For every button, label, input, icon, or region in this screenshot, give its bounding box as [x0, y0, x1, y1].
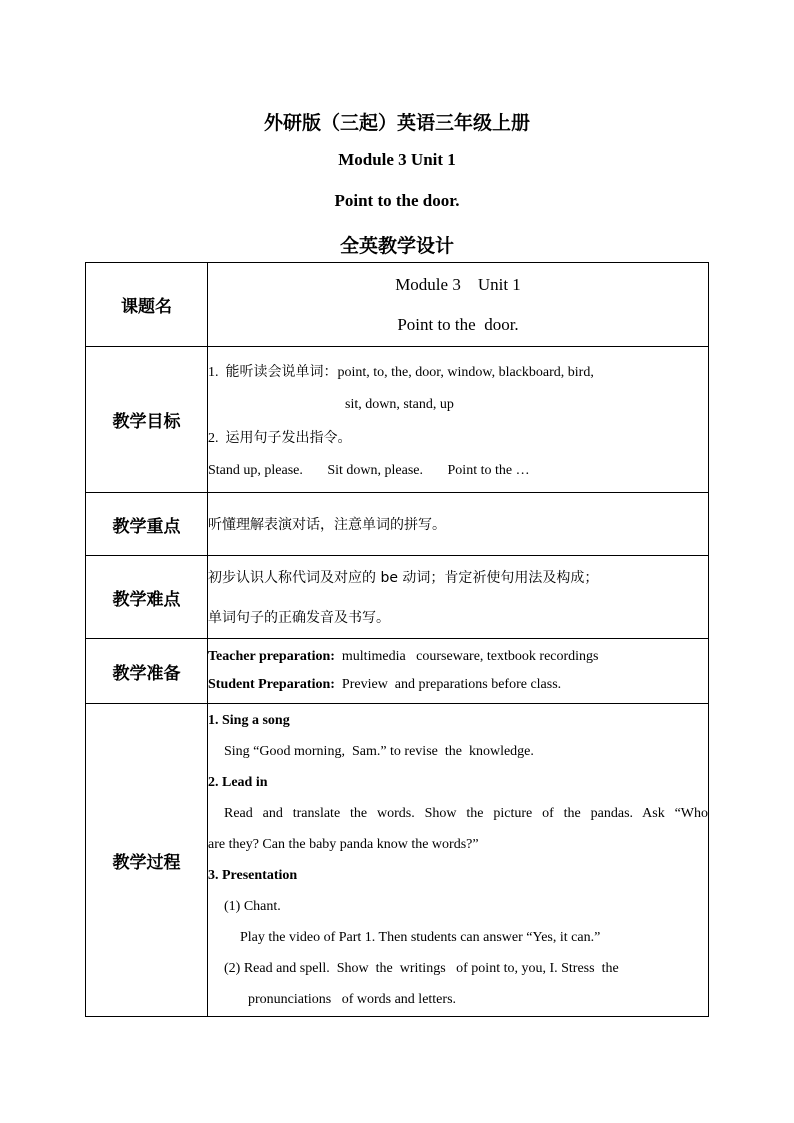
- topic-row: [86, 263, 709, 347]
- topic-line-1: Module 3 Unit 1: [395, 274, 521, 294]
- step-3-item-2-number: (2): [224, 961, 241, 976]
- teacher-preparation-label: Teacher preparation:: [208, 649, 335, 664]
- topic-label: 课题名: [86, 263, 208, 347]
- step-3-item-1: [208, 891, 708, 922]
- step-2-text-2: are they? Can the baby panda know the words?”: [208, 837, 479, 852]
- objective-1-number: 1.: [208, 364, 219, 380]
- objectives-label: 教学目标: [86, 347, 208, 493]
- step-1-title: 1. Sing a song: [208, 713, 290, 728]
- key-points-label: 教学重点: [86, 493, 208, 556]
- step-2-text-1: Read and translate the words. Show the picture of the pandas. Ask “Who: [224, 806, 708, 821]
- objective-2-sentences: Stand up, please. Sit down, please. Point to the …: [208, 462, 530, 478]
- preparation-content: [208, 639, 709, 704]
- objective-2: [208, 427, 708, 447]
- objective-1-words-2: sit, down, stand, up: [345, 396, 454, 412]
- document-title: 外研版（三起）英语三年级上册: [263, 112, 530, 134]
- teacher-preparation-text: multimedia courseware, textbook recordings: [341, 649, 599, 664]
- difficulties-line-2: 单词句子的正确发音及书写。: [208, 610, 390, 626]
- objectives-content: [208, 347, 709, 493]
- step-3-item-1-number: (1): [224, 899, 241, 914]
- step-3-item-1-text: Chant.: [243, 899, 281, 914]
- difficulties-row: [86, 556, 709, 639]
- preparation-row: [86, 639, 709, 704]
- key-points-text: 听懂理解表演对话，注意单词的拼写。: [208, 493, 709, 556]
- lesson-heading: Point to the door.: [334, 191, 460, 210]
- design-heading: 全英教学设计: [339, 235, 454, 257]
- key-points-row: [86, 493, 709, 556]
- objective-2-number: 2.: [208, 430, 219, 446]
- student-preparation-label: Student Preparation:: [208, 677, 335, 692]
- lesson-plan-table: [85, 262, 709, 1017]
- step-3-item-1-detail: Play the video of Part 1. Then students can answer “Yes, it can.”: [240, 930, 601, 945]
- process-label: 教学过程: [86, 704, 208, 1017]
- step-3-item-2-text-1: Read and spell. Show the writings of point to, you, I. Stress the: [243, 961, 619, 976]
- step-2-title: 2. Lead in: [208, 775, 268, 790]
- objective-2-label: 运用句子发出指令。: [225, 429, 352, 446]
- step-3-title: 3. Presentation: [208, 868, 298, 883]
- student-preparation-text: Preview and preparations before class.: [341, 677, 562, 692]
- objective-1-words: point, to, the, door, window, blackboard, bird,: [337, 364, 594, 380]
- teacher-preparation: [208, 649, 708, 665]
- difficulties-content: [208, 556, 709, 639]
- topic-line-2: Point to the door.: [397, 314, 519, 334]
- step-1-text: Sing “Good morning, Sam.” to revise the knowledge.: [224, 744, 534, 759]
- process-row: [86, 704, 709, 1017]
- step-3-item-2: [208, 953, 708, 984]
- difficulties-label: 教学难点: [86, 556, 208, 639]
- topic-content: [208, 263, 709, 347]
- student-preparation: [208, 677, 708, 693]
- process-content: [208, 704, 709, 1017]
- objective-1-label: 能听读会说单词：: [225, 363, 338, 380]
- module-unit-heading: Module 3 Unit 1: [338, 150, 456, 169]
- difficulties-line-1: 初步认识人称代词及对应的 be 动词；肯定祈使句用法及构成；: [208, 570, 599, 586]
- objectives-row: [86, 347, 709, 493]
- preparation-label: 教学准备: [86, 639, 208, 704]
- objective-1: [208, 361, 708, 381]
- step-3-item-2-text-2: pronunciations of words and letters.: [248, 992, 457, 1007]
